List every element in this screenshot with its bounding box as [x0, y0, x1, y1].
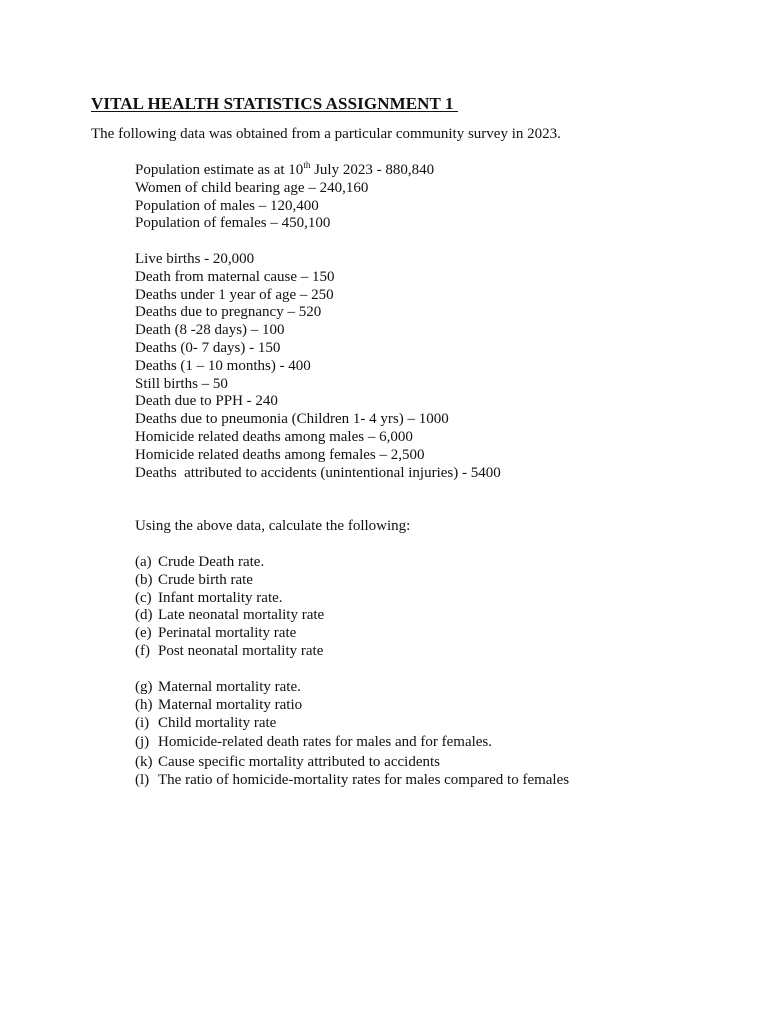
question-letter: (j) — [135, 734, 150, 751]
question-text: Maternal mortality rate. — [158, 679, 301, 695]
question-text: Child mortality rate — [158, 714, 277, 731]
question-letter: (c) — [135, 589, 152, 606]
question-text: Crude Death rate. — [158, 554, 265, 570]
population-line: Population of females – 450,100 — [135, 215, 331, 232]
vital-event-line: Death (8 -28 days) – 100 — [135, 322, 285, 339]
question-item — [135, 715, 569, 733]
question-item — [135, 679, 569, 697]
vital-event-line: Deaths due to pneumonia (Children 1- 4 yrs) – 1000 — [135, 411, 449, 428]
question-letter: (k) — [135, 754, 153, 771]
question-text: Late neonatal mortality rate — [158, 607, 325, 624]
question-item — [135, 697, 569, 715]
question-text: Crude birth rate — [158, 571, 253, 588]
question-item — [135, 590, 324, 608]
question-item — [135, 554, 324, 572]
question-letter: (g) — [135, 679, 153, 695]
population-estimate-line: Population estimate as at 10th July 2023 - 880,840 — [135, 160, 435, 178]
vital-event-line: Live births - 20,000 — [135, 251, 255, 267]
vital-event-line: Deaths due to pregnancy – 520 — [135, 304, 322, 321]
vital-event-line: Deaths attributed to accidents (unintentional injuries) - 5400 — [135, 464, 501, 481]
question-letter: (i) — [135, 714, 150, 731]
question-item — [135, 732, 569, 752]
question-text: Homicide-related death rates for males and for females. — [158, 734, 493, 751]
population-line: Population of males – 120,400 — [135, 197, 319, 214]
question-text: Perinatal mortality rate — [158, 625, 297, 642]
question-text: Infant mortality rate. — [158, 589, 283, 606]
population-data-list — [135, 162, 434, 233]
question-list-group-2 — [135, 679, 569, 790]
question-list-group-1 — [135, 554, 324, 661]
vital-event-line: Death due to PPH - 240 — [135, 393, 278, 410]
vital-event-line: Death from maternal cause – 150 — [135, 268, 335, 285]
intro-text: The following data was obtained from a particular community survey in 2023. — [91, 126, 561, 142]
question-item — [135, 643, 324, 661]
question-text: Maternal mortality ratio — [158, 696, 303, 713]
question-text: Post neonatal mortality rate — [158, 642, 324, 659]
vital-event-line: Deaths under 1 year of age – 250 — [135, 286, 334, 303]
question-item — [135, 607, 324, 625]
vital-event-line: Deaths (1 – 10 months) - 400 — [135, 357, 311, 374]
vital-events-list — [135, 251, 501, 482]
question-letter: (h) — [135, 696, 153, 713]
question-letter: (d) — [135, 607, 153, 624]
question-text: The ratio of homicide-mortality rates for males compared to females — [158, 772, 570, 789]
population-line: Women of child bearing age – 240,160 — [135, 179, 369, 196]
question-letter: (e) — [135, 625, 152, 642]
question-text: Cause specific mortality attributed to accidents — [158, 754, 440, 771]
question-letter: (f) — [135, 642, 150, 659]
vital-event-line: Homicide related deaths among males – 6,000 — [135, 428, 413, 445]
instruction-text: Using the above data, calculate the following: — [135, 518, 411, 534]
page-title: VITAL HEALTH STATISTICS ASSIGNMENT 1 — [91, 94, 458, 113]
question-letter: (a) — [135, 554, 152, 570]
question-letter: (b) — [135, 571, 153, 588]
vital-event-line: Homicide related deaths among females – 2,500 — [135, 446, 425, 463]
question-item — [135, 772, 569, 790]
question-item — [135, 752, 569, 772]
question-item — [135, 572, 324, 590]
vital-event-line: Deaths (0- 7 days) - 150 — [135, 339, 281, 356]
question-item — [135, 625, 324, 643]
question-letter: (l) — [135, 772, 150, 789]
vital-event-line: Still births – 50 — [135, 375, 228, 392]
